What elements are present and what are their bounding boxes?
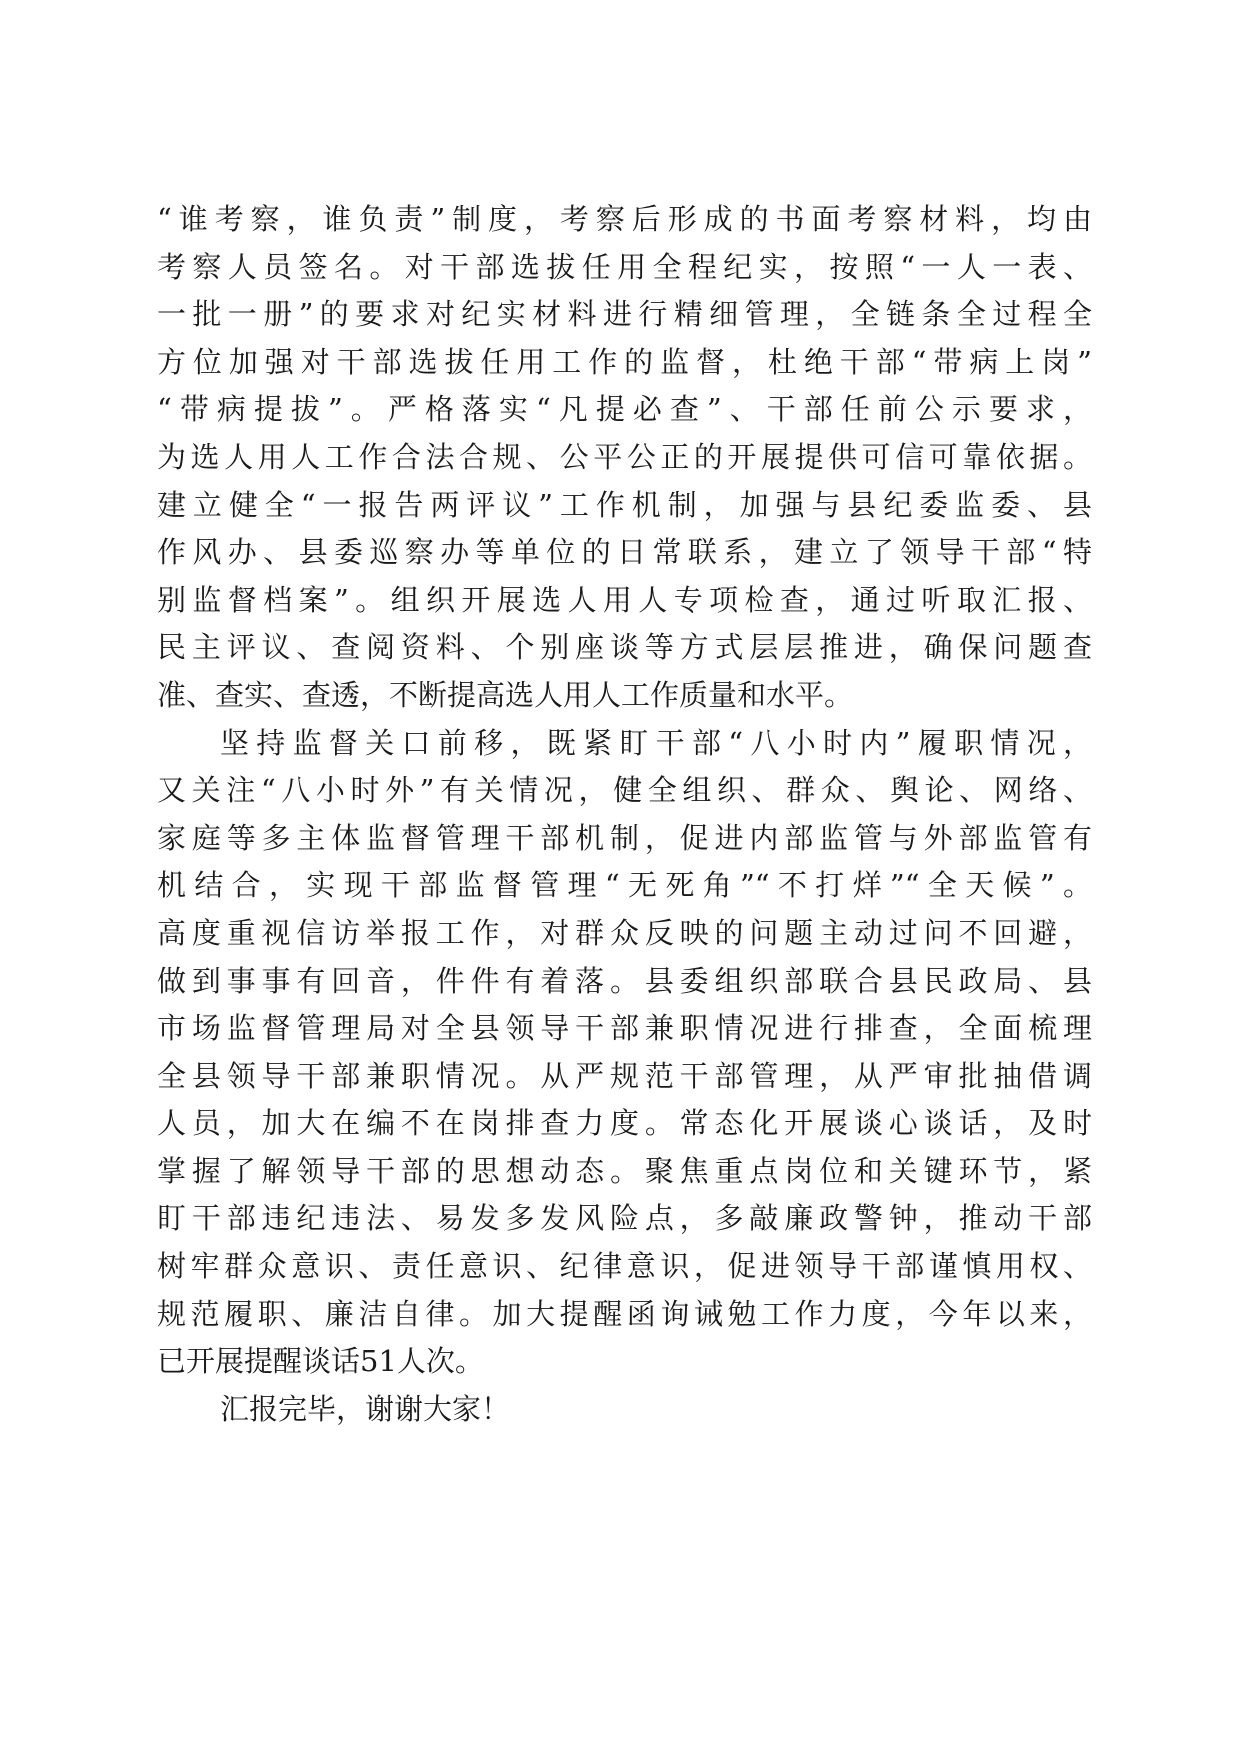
paragraph-line: 盯干部违纪违法、易发多发风险点，多敲廉政警钟，推动干部 bbox=[157, 1201, 1092, 1236]
paragraph-line: 作风办、县委巡察办等单位的日常联系，建立了领导干部“特 bbox=[157, 535, 1092, 570]
paragraph-line: “谁考察，谁负责”制度，考察后形成的书面考察材料，均由 bbox=[157, 202, 1092, 236]
paragraph-line: 又关注“八小时外”有关情况，健全组织、群众、舆论、网络、 bbox=[157, 773, 1092, 808]
paragraph-line: 机结合，实现干部监督管理“无死角”“不打烊”“全天候”。 bbox=[157, 868, 1092, 903]
paragraph-line: 准、查实、查透，不断提高选人用人工作质量和水平。 bbox=[157, 677, 854, 712]
paragraph-line: 一批一册”的要求对纪实材料进行精细管理，全链条全过程全 bbox=[157, 297, 1092, 332]
paragraph-line: 坚持监督关口前移，既紧盯干部“八小时内”履职情况， bbox=[220, 725, 1092, 760]
paragraph-line: 方位加强对干部选拔任用工作的监督，杜绝干部“带病上岗” bbox=[157, 344, 1092, 379]
paragraph-line: 树牢群众意识、责任意识、纪律意识，促进领导干部谨慎用权、 bbox=[157, 1249, 1092, 1284]
paragraph-3 bbox=[157, 1386, 1092, 1434]
paragraph-line: 民主评议、查阅资料、个别座谈等方式层层推进，确保问题查 bbox=[157, 630, 1092, 665]
paragraph-line: 为选人用人工作合法合规、公平公正的开展提供可信可靠依据。 bbox=[157, 439, 1092, 474]
paragraph-line: 规范履职、廉洁自律。加大提醒函询诫勉工作力度，今年以来， bbox=[157, 1296, 1092, 1331]
paragraph-line: 高度重视信访举报工作，对群众反映的问题主动过问不回避， bbox=[157, 915, 1092, 950]
paragraph-line: “带病提拔”。严格落实“凡提必查”、干部任前公示要求， bbox=[157, 392, 1092, 427]
paragraph-2 bbox=[157, 720, 1092, 1386]
paragraph-line: 掌握了解领导干部的思想动态。聚焦重点岗位和关键环节，紧 bbox=[157, 1153, 1092, 1188]
paragraph-line: 市场监督管理局对全县领导干部兼职情况进行排查，全面梳理 bbox=[157, 1011, 1092, 1046]
paragraph-line: 做到事事有回音，件件有着落。县委组织部联合县民政局、县 bbox=[157, 963, 1092, 998]
paragraph-1 bbox=[157, 196, 1092, 720]
paragraph-line: 已开展提醒谈话51人次。 bbox=[157, 1344, 484, 1379]
paragraph-line: 别监督档案”。组织开展选人用人专项检查，通过听取汇报、 bbox=[157, 582, 1092, 617]
paragraph-line: 建立健全“一报告两评议”工作机制，加强与县纪委监委、县 bbox=[157, 487, 1092, 522]
closing-line: 汇报完毕，谢谢大家！ bbox=[220, 1391, 511, 1426]
document-body bbox=[157, 196, 1092, 1433]
paragraph-line: 考察人员签名。对干部选拔任用全程纪实，按照“一人一表、 bbox=[157, 249, 1092, 284]
paragraph-line: 全县领导干部兼职情况。从严规范干部管理，从严审批抽借调 bbox=[157, 1058, 1092, 1093]
paragraph-line: 家庭等多主体监督管理干部机制，促进内部监管与外部监管有 bbox=[157, 820, 1092, 855]
paragraph-line: 人员，加大在编不在岗排查力度。常态化开展谈心谈话，及时 bbox=[157, 1106, 1092, 1141]
